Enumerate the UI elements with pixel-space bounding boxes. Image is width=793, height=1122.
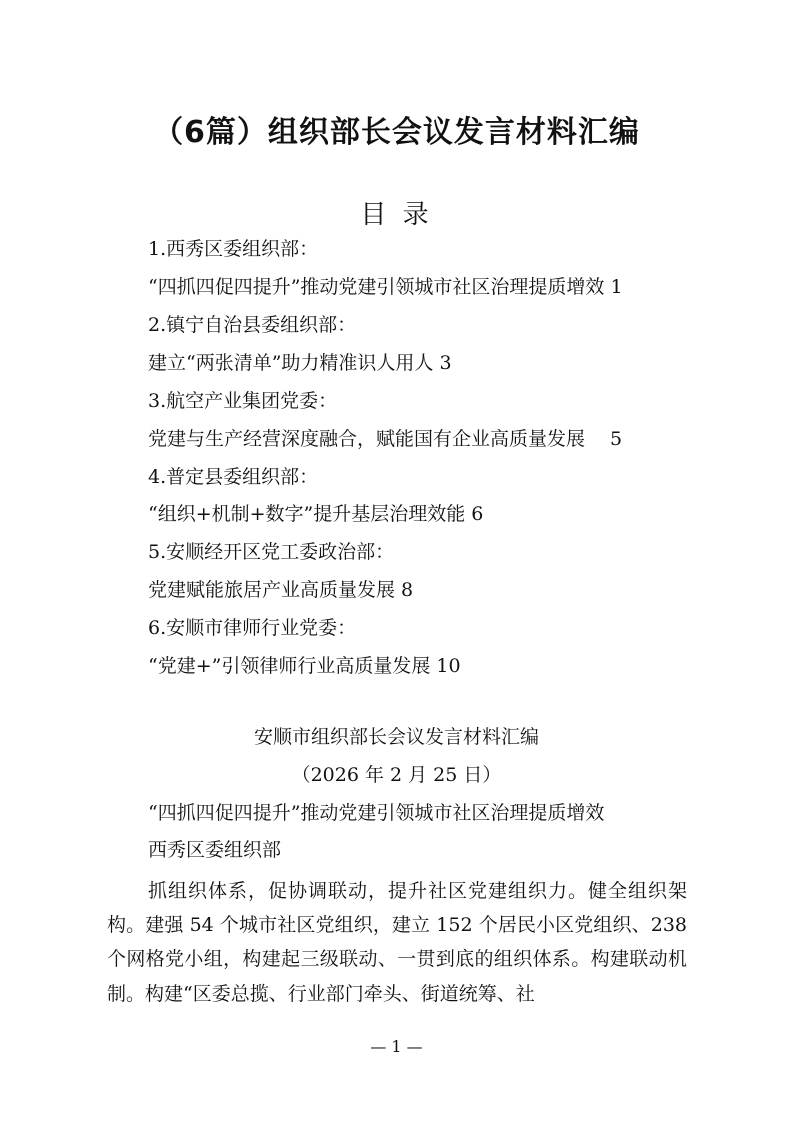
toc-unit-6: 6.安顺市律师行业党委： bbox=[148, 617, 357, 639]
toc-unit-4: 4.普定县委组织部： bbox=[148, 466, 319, 488]
toc-entry-4: “组织+机制+数字”提升基层治理效能 6 bbox=[148, 503, 484, 525]
toc-entry-5: 党建赋能旅居产业高质量发展 8 bbox=[148, 579, 414, 601]
article-author: 西秀区委组织部 bbox=[148, 839, 282, 861]
document-title: （6篇）组织部长会议发言材料汇编 bbox=[153, 115, 640, 150]
toc-heading: 目 录 bbox=[360, 200, 433, 230]
toc-entry-1: “四抓四促四提升”推动党建引领城市社区治理提质增效 1 bbox=[148, 276, 623, 298]
article-title: “四抓四促四提升”推动党建引领城市社区治理提质增效 bbox=[148, 802, 605, 824]
toc-unit-5: 5.安顺经开区党工委政治部： bbox=[148, 541, 395, 563]
toc-unit-1: 1.西秀区委组织部： bbox=[148, 238, 319, 260]
body-paragraph: 抓组织体系，促协调联动，提升社区党建组织力。健全组织架构。建强 54 个城市社区党组织，建立 152 个居民小区党组织、238 个网格党小组，构建起三级联动、一贯到底的组织体系。构建联动机制。构建“区委总揽、行业部门牵头、街道统筹、社 bbox=[107, 880, 687, 1005]
toc-entry-2: 建立“两张清单”助力精准识人用人 3 bbox=[148, 352, 452, 374]
compilation-title: 安顺市组织部长会议发言材料汇编 bbox=[253, 726, 539, 748]
page-number: — 1 — bbox=[370, 1037, 423, 1056]
toc-entry-6: “党建+”引领律师行业高质量发展 10 bbox=[148, 655, 461, 677]
compilation-date: （2026 年 2 月 25 日） bbox=[291, 764, 502, 786]
toc-entry-3: 党建与生产经营深度融合，赋能国有企业高质量发展 5 bbox=[148, 428, 623, 450]
toc-unit-2: 2.镇宁自治县委组织部： bbox=[148, 314, 357, 336]
toc-unit-3: 3.航空产业集团党委： bbox=[148, 390, 338, 412]
